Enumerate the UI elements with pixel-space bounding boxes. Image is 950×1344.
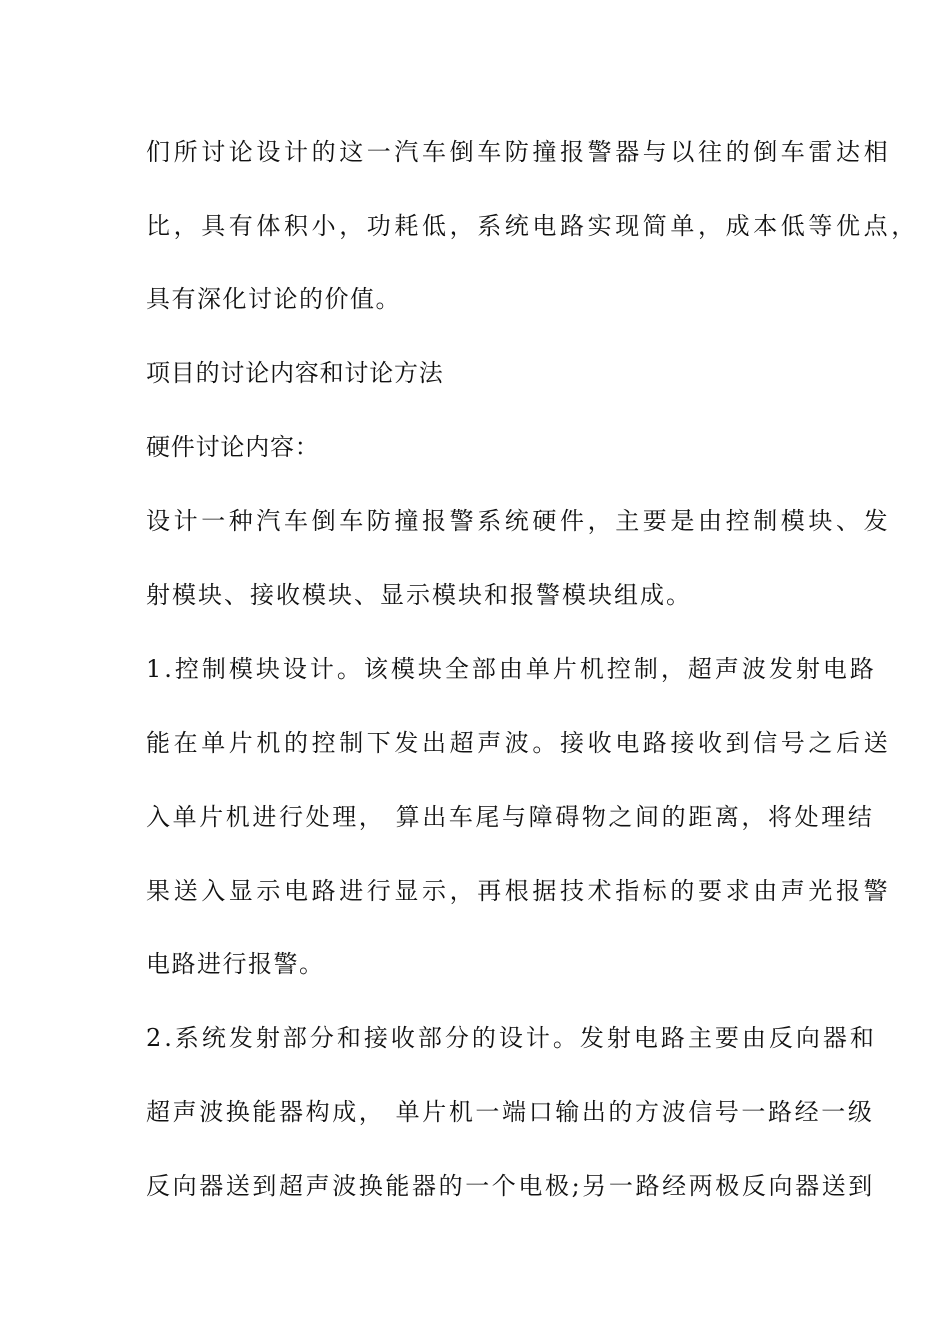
text-line: 设计一种汽车倒车防撞报警系统硬件，主要是由控制模块、发 bbox=[146, 507, 892, 535]
list-item-text: 2.系统发射部分和接收部分的设计。发射电路主要由反向器和 bbox=[146, 1024, 877, 1052]
text-line: 反向器送到超声波换能器的一个电极;另一路经两极反向器送到 bbox=[146, 1172, 875, 1200]
list-item-text: 1.控制模块设计。该模块全部由单片机控制，超声波发射电路 bbox=[146, 655, 877, 683]
text-line: 具有深化讨论的价值。 bbox=[146, 285, 401, 313]
text-line: 超声波换能器构成， 单片机一端口输出的方波信号一路经一级 bbox=[146, 1098, 875, 1126]
text-line: 果送入显示电路进行显示，再根据技术指标的要求由声光报警 bbox=[146, 877, 892, 905]
text-line: 比，具有体积小，功耗低，系统电路实现简单，成本低等优点， bbox=[146, 212, 919, 240]
subsection-heading: 硬件讨论内容： bbox=[146, 433, 320, 461]
text-line: 能在单片机的控制下发出超声波。接收电路接收到信号之后送 bbox=[146, 729, 892, 757]
text-line: 电路进行报警。 bbox=[146, 950, 325, 978]
text-line: 们所讨论设计的这一汽车倒车防撞报警器与以往的倒车雷达相 bbox=[146, 138, 892, 166]
text-line: 入单片机进行处理， 算出车尾与障碍物之间的距离，将处理结 bbox=[146, 803, 875, 831]
text-line: 射模块、接收模块、显示模块和报警模块组成。 bbox=[146, 581, 692, 609]
section-heading: 项目的讨论内容和讨论方法 bbox=[146, 359, 444, 387]
